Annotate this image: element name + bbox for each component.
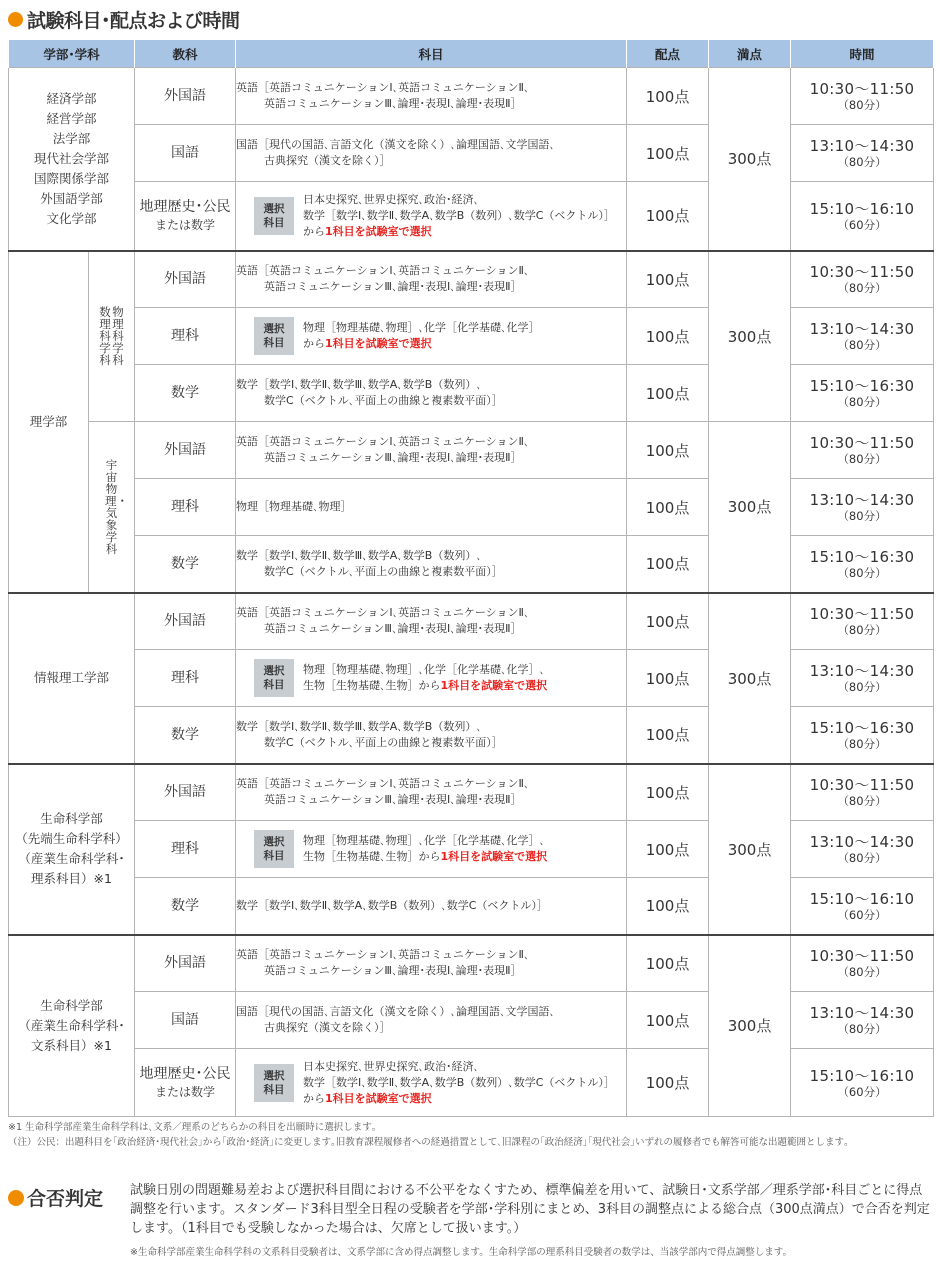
exam-table (8, 40, 934, 1117)
exam-time: 10:30～11:50 （80分） (791, 764, 934, 821)
subject-detail: 数学［数学Ⅰ､数学Ⅱ､数学Ⅲ､数学A､数学B（数列）､ 数学C（ベクトル､平面上の曲線と複素数平面）］ (236, 536, 627, 593)
full-score: 300点 (709, 68, 791, 251)
subject-foreign-language: 外国語 (135, 422, 236, 479)
subject-detail: 物理［物理基礎､物理］ (236, 479, 627, 536)
points: 100点 (627, 125, 709, 182)
dept-name: （産業生命科学科･ (18, 1017, 125, 1033)
dept-name: 現代社会学部 (34, 150, 110, 166)
header-dept: 学部･学科 (9, 40, 135, 68)
points: 100点 (627, 707, 709, 764)
subject-detail: 国語［現代の国語､言語文化（漢文を除く）､論理国語､文学国語､ 古典探究（漢文を除く）］ (236, 992, 627, 1049)
subject-japanese: 国語 (135, 125, 236, 182)
table-row (9, 935, 934, 992)
subject-science: 理科 (135, 308, 236, 365)
subdept-name: 物理科学科 (112, 305, 124, 368)
table-row (9, 821, 934, 878)
dept-name: 理系科目）※1 (31, 871, 112, 886)
subject-detail: 選択 科目 物理［物理基礎､物理］､化学［化学基礎､化学］､ 生物［生物基礎､生物］から1科目を試験室で選択 (236, 821, 627, 878)
dept-science: 理学部 (9, 251, 89, 593)
subject-detail: 数学［数学Ⅰ､数学Ⅱ､数学Ⅲ､数学A､数学B（数列）､ 数学C（ベクトル､平面上の曲線と複素数平面）］ (236, 707, 627, 764)
table-row (9, 650, 934, 707)
dept-name: 生命科学部 (40, 811, 103, 826)
subject-detail: 英語［英語コミュニケーションⅠ､英語コミュニケーションⅡ､ 英語コミュニケーションⅢ､論理･表現Ⅰ､論理･表現Ⅱ］ (236, 935, 627, 992)
points: 100点 (627, 1049, 709, 1117)
exam-time: 10:30～11:50 （80分） (791, 593, 934, 650)
full-score: 300点 (709, 764, 791, 935)
dept-humanities (9, 68, 135, 251)
points: 100点 (627, 68, 709, 125)
header-time: 時間 (791, 40, 934, 68)
subject-foreign-language: 外国語 (135, 593, 236, 650)
dept-name: 文化学部 (46, 210, 97, 226)
points: 100点 (627, 992, 709, 1049)
footnotes (8, 1120, 849, 1150)
exam-time: 13:10～14:30 （80分） (791, 479, 934, 536)
judge-description: 試験日別の問題難易差および選択科目間における不公平をなくすため、標準偏差を用いて、試験日･文系学部／理系学部･科目ごとに得点調整を行います。スタンダード3科目型全日程の受験者を学部･学科別にまとめ、3科目の調整点による総合点（300点満点）で合否を判定します。（1科目でも受験しなかった場合は、欠席として扱います。） (130, 1183, 930, 1236)
exam-time: 15:10～16:30 （80分） (791, 365, 934, 422)
selection-badge: 選択 科目 (254, 659, 294, 697)
points: 100点 (627, 182, 709, 251)
subject-social-or-math: 地理歴史･公民 または数学 (135, 1049, 236, 1117)
table-row (9, 878, 934, 935)
subject-detail: 英語［英語コミュニケーションⅠ､英語コミュニケーションⅡ､ 英語コミュニケーションⅢ､論理･表現Ⅰ､論理･表現Ⅱ］ (236, 764, 627, 821)
table-row (9, 182, 934, 251)
subject-japanese: 国語 (135, 992, 236, 1049)
judge-title (8, 1184, 103, 1211)
subject-social-or-math: 地理歴史･公民 または数学 (135, 182, 236, 251)
judge-title-text: 合否判定 (27, 1188, 104, 1210)
table-row (9, 365, 934, 422)
subdept-astro (89, 422, 135, 593)
header-subject-group: 教科 (135, 40, 236, 68)
subject-math: 数学 (135, 707, 236, 764)
table-row (9, 992, 934, 1049)
subject-detail: 選択 科目 日本史探究､世界史探究､政治･経済､ 数学［数学Ⅰ､数学Ⅱ､数学A､数学B（数列）､数学C（ベクトル）］ から1科目を試験室で選択 (236, 1049, 627, 1117)
footnote-2: （注）公民：出題科目を｢政治経済･現代社会｣から｢政治･経済｣に変更します｡旧教育課程履修者への経過措置として､旧課程の｢政治経済｣｢現代社会｣いずれの履修者でも解答可能な出題範囲とします｡ (8, 1137, 849, 1148)
dept-information: 情報理工学部 (9, 593, 135, 764)
dept-life-science-hum (9, 935, 135, 1117)
dept-name: 経済学部 (46, 90, 97, 106)
points: 100点 (627, 479, 709, 536)
full-score: 300点 (709, 593, 791, 764)
exam-time: 15:10～16:30 （80分） (791, 707, 934, 764)
subject-detail: 選択 科目 物理［物理基礎､物理］､化学［化学基礎､化学］､ 生物［生物基礎､生物］から1科目を試験室で選択 (236, 650, 627, 707)
subject-detail: 選択 科目 日本史探究､世界史探究､政治･経済､ 数学［数学Ⅰ､数学Ⅱ､数学A､数学B（数列）､数学C（ベクトル）］ から1科目を試験室で選択 (236, 182, 627, 251)
dept-name: （産業生命科学科･ (18, 851, 125, 866)
subject-foreign-language: 外国語 (135, 935, 236, 992)
points: 100点 (627, 536, 709, 593)
table-row (9, 308, 934, 365)
subject-detail: 英語［英語コミュニケーションⅠ､英語コミュニケーションⅡ､ 英語コミュニケーションⅢ､論理･表現Ⅰ､論理･表現Ⅱ］ (236, 251, 627, 308)
subject-detail: 英語［英語コミュニケーションⅠ､英語コミュニケーションⅡ､ 英語コミュニケーションⅢ､論理･表現Ⅰ､論理･表現Ⅱ］ (236, 68, 627, 125)
subdept-name: 数理科学科 (99, 305, 111, 368)
exam-time: 15:10～16:10 （60分） (791, 878, 934, 935)
subject-foreign-language: 外国語 (135, 251, 236, 308)
subject-math: 数学 (135, 365, 236, 422)
subject-detail: 数学［数学Ⅰ､数学Ⅱ､数学Ⅲ､数学A､数学B（数列）､ 数学C（ベクトル､平面上の曲線と複素数平面）］ (236, 365, 627, 422)
bullet-dot-icon (8, 1190, 24, 1206)
table-row (9, 125, 934, 182)
exam-time: 13:10～14:30 （80分） (791, 650, 934, 707)
table-row (9, 707, 934, 764)
exam-time: 15:10～16:10 （60分） (791, 182, 934, 251)
dept-name: 法学部 (52, 130, 91, 146)
points: 100点 (627, 821, 709, 878)
exam-time: 13:10～14:30 （80分） (791, 125, 934, 182)
footnote-1: ※1 生命科学部産業生命科学科は､文系／理系のどちらかの科目を出願時に選択します｡ (8, 1122, 377, 1133)
points: 100点 (627, 422, 709, 479)
header-full-score: 満点 (709, 40, 791, 68)
exam-time: 10:30～11:50 （80分） (791, 251, 934, 308)
header-subjects: 科目 (236, 40, 627, 68)
dept-name: 国際関係学部 (34, 170, 110, 186)
exam-time: 15:10～16:10 （60分） (791, 1049, 934, 1117)
full-score: 300点 (709, 422, 791, 593)
full-score: 300点 (709, 935, 791, 1117)
dept-name: 経営学部 (46, 110, 97, 126)
subject-foreign-language: 外国語 (135, 68, 236, 125)
exam-time: 10:30～11:50 （80分） (791, 935, 934, 992)
table-row (9, 764, 934, 821)
table-row (9, 422, 934, 479)
selection-badge: 選択 科目 (254, 317, 294, 355)
selection-badge: 選択 科目 (254, 1064, 294, 1102)
dept-name: 文系科目）※1 (31, 1037, 112, 1053)
points: 100点 (627, 650, 709, 707)
exam-time: 13:10～14:30 （80分） (791, 308, 934, 365)
table-row (9, 251, 934, 308)
table-header (9, 40, 934, 68)
exam-time: 13:10～14:30 （80分） (791, 992, 934, 1049)
points: 100点 (627, 878, 709, 935)
section-title (8, 6, 240, 32)
exam-time: 13:10～14:30 （80分） (791, 821, 934, 878)
points: 100点 (627, 764, 709, 821)
dept-name: （先端生命科学科） (15, 831, 128, 846)
exam-time: 10:30～11:50 （80分） (791, 422, 934, 479)
table-row (9, 536, 934, 593)
subject-detail: 数学［数学Ⅰ､数学Ⅱ､数学A､数学B（数列）､数学C（ベクトル）］ (236, 878, 627, 935)
dept-name: 外国語学部 (40, 190, 103, 206)
subject-foreign-language: 外国語 (135, 764, 236, 821)
subject-detail: 国語［現代の国語､言語文化（漢文を除く）､論理国語､文学国語､ 古典探究（漢文を除く）］ (236, 125, 627, 182)
subject-science: 理科 (135, 821, 236, 878)
full-score: 300点 (709, 251, 791, 422)
points: 100点 (627, 365, 709, 422)
points: 100点 (627, 593, 709, 650)
subject-science: 理科 (135, 650, 236, 707)
subject-science: 理科 (135, 479, 236, 536)
dept-name: 生命科学部 (40, 997, 103, 1013)
section-title-text: 試験科目･配点および時間 (27, 9, 240, 32)
points: 100点 (627, 308, 709, 365)
subject-detail: 英語［英語コミュニケーションⅠ､英語コミュニケーションⅡ､ 英語コミュニケーションⅢ､論理･表現Ⅰ､論理･表現Ⅱ］ (236, 422, 627, 479)
table-row (9, 479, 934, 536)
selection-badge: 選択 科目 (254, 830, 294, 868)
subject-math: 数学 (135, 536, 236, 593)
exam-time: 15:10～16:30 （80分） (791, 536, 934, 593)
judge-note: ※生命科学部産業生命科学科の文系科目受験者は、文系学部に含め得点調整します。生命科学部の理系科目受験者の数学は、当該学部内で得点調整します。 (130, 1247, 792, 1258)
dept-life-science-sci (9, 764, 135, 935)
table-row (9, 593, 934, 650)
points: 100点 (627, 251, 709, 308)
subject-detail: 選択 科目 物理［物理基礎､物理］､化学［化学基礎､化学］ から1科目を試験室で選択 (236, 308, 627, 365)
selection-badge: 選択 科目 (254, 197, 294, 235)
subject-detail: 英語［英語コミュニケーションⅠ､英語コミュニケーションⅡ､ 英語コミュニケーションⅢ､論理･表現Ⅰ､論理･表現Ⅱ］ (236, 593, 627, 650)
table-row (9, 68, 934, 125)
subject-math: 数学 (135, 878, 236, 935)
header-points: 配点 (627, 40, 709, 68)
points: 100点 (627, 935, 709, 992)
table-row (9, 1049, 934, 1117)
exam-time: 10:30～11:50 （80分） (791, 68, 934, 125)
subdept-name: 宇宙物理・気象学科 (105, 457, 128, 556)
bullet-dot-icon (8, 12, 23, 27)
subdept-math-phys (89, 251, 135, 422)
